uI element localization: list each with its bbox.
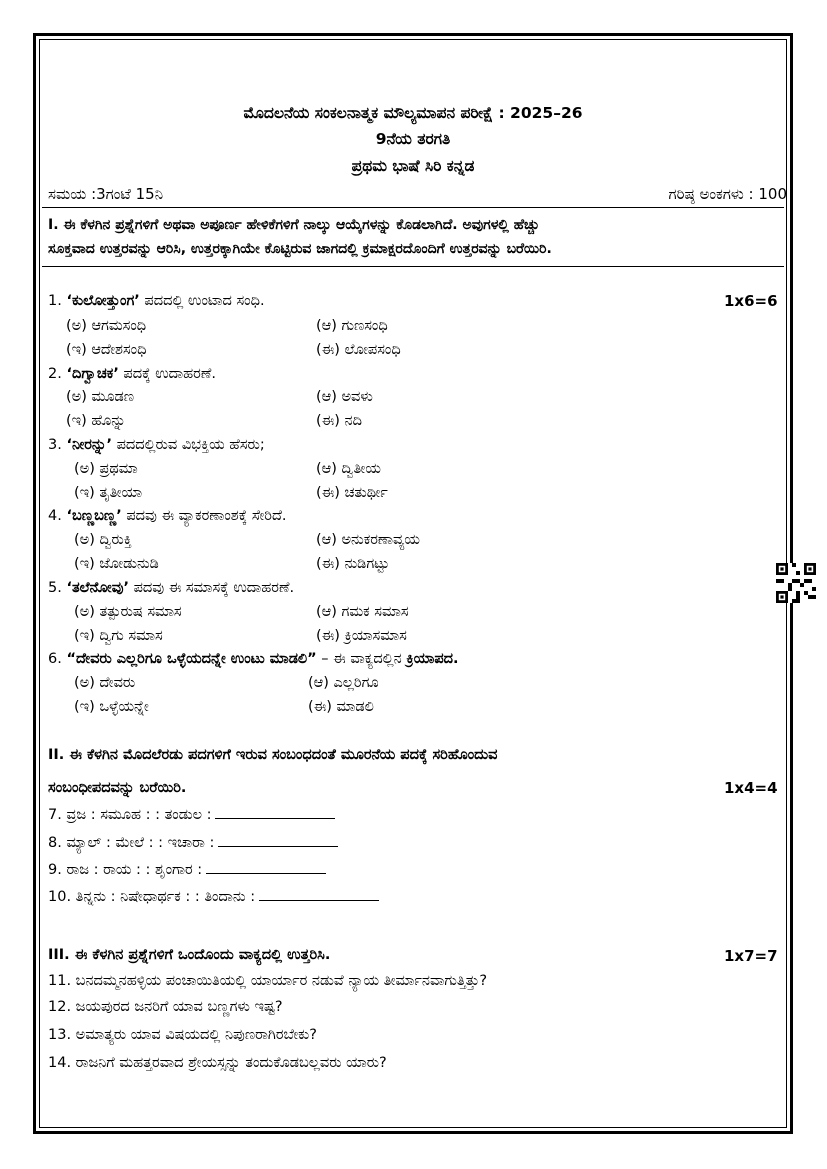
question-6: 6. “ದೇವರು ಎಲ್ಲರಿಗೂ ಒಳ್ಳೆಯದನ್ನೇ ಉಂಟು ಮಾಡಲಿ” – ಈ ವಾಕ್ಯದಲ್ಲಿನ ಕ್ರಿಯಾಪದ. [48, 651, 459, 667]
question-14: 14. ರಾಜನಿಗೆ ಮಹತ್ತರವಾದ ಶ್ರೇಯಸ್ಸನ್ನು ತಂದುಕೊಡಬಲ್ಲವರು ಯಾರು? [48, 1055, 387, 1071]
section2-instruction-2: ಸಂಬಂಧೀಪದವನ್ನು ಬರೆಯಿರಿ. [48, 780, 187, 796]
time-label: ಸಮಯ :3ಗಂಟೆ 15ನಿ [48, 185, 164, 203]
q6-option-a: (ಅ) ದೇವರು [74, 675, 136, 691]
subject-label: ಪ್ರಥಮ ಭಾಷೆ ಸಿರಿ ಕನ್ನಡ [351, 157, 475, 175]
q4-option-b: (ಆ) ಅನುಕರಣಾವ್ಯಯ [316, 532, 420, 548]
q1-option-a: (ಅ) ಆಗಮಸಂಧಿ [66, 318, 147, 334]
section2-marks: 1x4=4 [724, 779, 778, 797]
question-1: 1. ‘ಕುಲೋತ್ತುಂಗ’ ಪದದಲ್ಲಿ ಉಂಟಾದ ಸಂಧಿ. [48, 293, 265, 309]
max-marks-label: ಗರಿಷ್ಠ ಅಂಕಗಳು : 100 [668, 185, 787, 203]
question-7: 7. ವ್ರಜ : ಸಮೂಹ : : ತಂಡುಲ : [48, 806, 335, 823]
q3-option-b: (ಆ) ದ್ವಿತೀಯ [316, 461, 381, 477]
question-2: 2. ‘ದಿಗ್ವಾಚಕ’ ಪದಕ್ಕೆ ಉದಾಹರಣೆ. [48, 366, 216, 382]
q1-option-d: (ಈ) ಲೋಪಸಂಧಿ [316, 342, 401, 358]
qr-code-icon [776, 563, 816, 603]
q3-option-d: (ಈ) ಚತುರ್ಥೀ [316, 485, 388, 501]
q5-option-c: (ಇ) ದ್ವಿಗು ಸಮಾಸ [74, 628, 163, 644]
question-4: 4. ‘ಬಣ್ಣಬಣ್ಣ’ ಪದವು ಈ ವ್ಯಾಕರಣಾಂಶಕ್ಕೆ ಸೇರಿದೆ. [48, 508, 287, 524]
q5-option-a: (ಅ) ತತ್ಪುರುಷ ಸಮಾಸ [74, 604, 182, 620]
section2-instruction-1: II. ಈ ಕೆಳಗಿನ ಮೊದಲೆರಡು ಪದಗಳಿಗೆ ಇರುವ ಸಂಬಂಧದಂತೆ ಮೂರನೆಯ ಪದಕ್ಕೆ ಸರಿಹೊಂದುವ [48, 747, 498, 763]
q2-option-a: (ಅ) ಮೂಡಣ [66, 389, 135, 405]
q2-option-b: (ಆ) ಅವಳು [316, 389, 373, 405]
q5-option-d: (ಈ) ಕ್ರಿಯಾಸಮಾಸ [316, 628, 407, 644]
q4-option-c: (ಇ) ಜೋಡುನುಡಿ [74, 556, 159, 572]
question-13: 13. ಅಮಾತ್ಯರು ಯಾವ ವಿಷಯದಲ್ಲಿ ನಿಪುಣರಾಗಿರಬೇಕು? [48, 1027, 317, 1043]
q2-option-c: (ಇ) ಹೊನ್ನು [66, 413, 126, 429]
section1-instruction-1: I. ಈ ಕೆಳಗಿನ ಪ್ರಶ್ನೆಗಳಿಗೆ ಅಥವಾ ಅಪೂರ್ಣ ಹೇಳಿಕೆಗಳಿಗೆ ನಾಲ್ಕು ಆಯ್ಕೆಗಳನ್ನು ಕೊಡಲಾಗಿದೆ. ಅವುಗಳಲ್ಲಿ ಹೆಚ್ಚು [48, 217, 540, 233]
q1-option-c: (ಇ) ಆದೇಶಸಂಧಿ [66, 342, 147, 358]
grade-label: 9ನೆಯ ತರಗತಿ [375, 130, 451, 148]
question-12: 12. ಜಯಪುರದ ಜನರಿಗೆ ಯಾವ ಬಣ್ಣಗಳು ಇಷ್ಟ? [48, 999, 283, 1015]
question-11: 11. ಬನದಮ್ಮನಹಳ್ಳಿಯ ಪಂಚಾಯಿತಿಯಲ್ಲಿ ಯಾರ್ಯಾರ ನಡುವೆ ನ್ಯಾಯ ತೀರ್ಮಾನವಾಗುತ್ತಿತ್ತು? [48, 973, 488, 989]
q4-option-a: (ಅ) ದ್ವಿರುಕ್ತಿ [74, 532, 132, 548]
exam-title: ಮೊದಲನೆಯ ಸಂಕಲನಾತ್ಮಕ ಮೌಲ್ಯಮಾಪನ ಪರೀಕ್ಷೆ : 2025–26 [243, 104, 583, 122]
q4-option-d: (ಈ) ನುಡಿಗಟ್ಟು [316, 556, 390, 572]
q5-option-b: (ಆ) ಗಮಕ ಸಮಾಸ [316, 604, 409, 620]
question-8: 8. ಮ್ಯಾಲ್ : ಮೇಲೆ : : ಇಚಾರಾ : [48, 834, 338, 851]
section3-marks: 1x7=7 [724, 947, 778, 965]
section1-divider [42, 266, 784, 267]
section1-marks: 1x6=6 [724, 292, 778, 310]
section1-instruction-2: ಸೂಕ್ತವಾದ ಉತ್ತರವನ್ನು ಆರಿಸಿ, ಉತ್ತರಕ್ಕಾಗಿಯೇ ಕೊಟ್ಟಿರುವ ಜಾಗದಲ್ಲಿ ಕ್ರಮಾಕ್ಷರದೊಂದಿಗೆ ಉತ್ತರವನ್ನು ಬರೆಯಿರಿ. [48, 241, 552, 257]
question-5: 5. ‘ತಲೆನೋವು’ ಪದವು ಈ ಸಮಾಸಕ್ಕೆ ಉದಾಹರಣೆ. [48, 580, 295, 596]
q2-option-d: (ಈ) ನದಿ [316, 413, 362, 429]
question-9: 9. ರಾಜ : ರಾಯ : : ಶೃಂಗಾರ : [48, 861, 326, 878]
q3-option-a: (ಅ) ಪ್ರಥಮಾ [74, 461, 138, 477]
q3-option-c: (ಇ) ತೃತೀಯಾ [74, 485, 143, 501]
q6-option-c: (ಇ) ಒಳ್ಳೆಯನ್ನೇ [74, 699, 149, 715]
q1-option-b: (ಆ) ಗುಣಸಂಧಿ [316, 318, 388, 334]
question-10: 10. ತಿನ್ನನು : ನಿಷೇಧಾರ್ಥಕ : : ತಿಂದಾನು : [48, 888, 379, 905]
question-3: 3. ‘ನೀರನ್ನು’ ಪದದಲ್ಲಿರುವ ವಿಭಕ್ತಿಯ ಹೆಸರು; [48, 437, 265, 453]
q6-option-d: (ಈ) ಮಾಡಲಿ [308, 699, 374, 715]
q6-option-b: (ಆ) ಎಲ್ಲರಿಗೂ [308, 675, 379, 691]
section3-instruction: III. ಈ ಕೆಳಗಿನ ಪ್ರಶ್ನೆಗಳಿಗೆ ಒಂದೊಂದು ವಾಕ್ಯದಲ್ಲಿ ಉತ್ತರಿಸಿ. [48, 947, 331, 963]
header-divider [42, 207, 784, 208]
